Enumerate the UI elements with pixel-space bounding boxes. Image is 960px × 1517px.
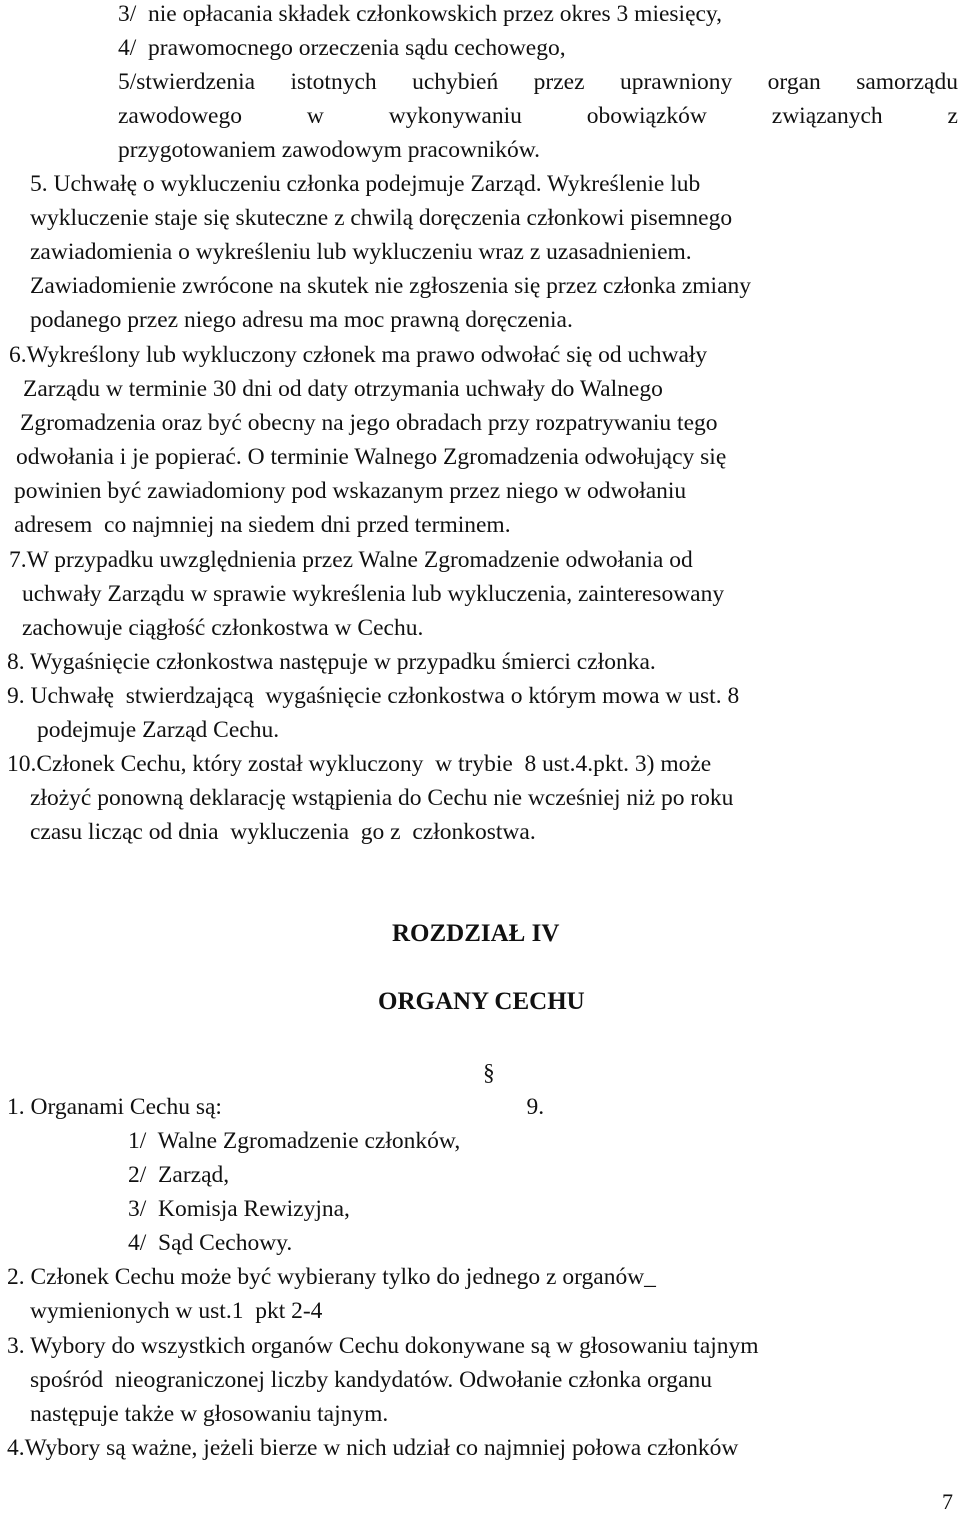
- text-line: 1. Organami Cechu są:: [7, 1094, 222, 1120]
- list-item: 3/ Komisja Rewizyjna,: [128, 1196, 350, 1222]
- section-sign-icon: §: [483, 1060, 495, 1086]
- text-line: powinien być zawiadomiony pod wskazanym przez niego w odwołaniu: [14, 478, 687, 504]
- text-line: 6.Wykreślony lub wykluczony członek ma prawo odwołać się od uchwały: [9, 342, 708, 368]
- text-line: odwołania i je popierać. O terminie Walnego Zgromadzenia odwołujący się: [16, 444, 727, 470]
- chapter-title: ORGANY CECHU: [378, 988, 585, 1015]
- text-line: czasu licząc od dnia wykluczenia go z członkostwa.: [30, 819, 536, 845]
- text-line: 5/stwierdzenia istotnych uchybień przez uprawniony organ samorządu: [118, 69, 958, 95]
- section-number: § 9.: [483, 1056, 544, 1090]
- text-line: zachowuje ciągłość członkostwa w Cechu.: [22, 615, 424, 641]
- text-line: podejmuje Zarząd Cechu.: [37, 717, 280, 743]
- text-line: 2. Członek Cechu może być wybierany tylko do jednego z organów_: [7, 1264, 656, 1290]
- text-line: 5. Uchwałę o wykluczeniu członka podejmuje Zarząd. Wykreślenie lub: [30, 171, 701, 197]
- text-line: zawodowego w wykonywaniu obowiązków związanych z: [118, 103, 958, 129]
- text-line: złożyć ponowną deklarację wstąpienia do Cechu nie wcześniej niż po roku: [30, 785, 734, 811]
- text-line: 8. Wygaśnięcie członkostwa następuje w przypadku śmierci członka.: [7, 649, 656, 675]
- text-line: 3. Wybory do wszystkich organów Cechu dokonywane są w głosowaniu tajnym: [7, 1333, 759, 1359]
- text-line: 3/ nie opłacania składek członkowskich przez okres 3 miesięcy,: [118, 1, 723, 27]
- text-line: przygotowaniem zawodowym pracowników.: [118, 137, 541, 163]
- chapter-heading: ROZDZIAŁ IV: [392, 920, 560, 947]
- text-line: 7.W przypadku uwzględnienia przez Walne Zgromadzenie odwołania od: [9, 547, 693, 573]
- text-line: 9. Uchwałę stwierdzającą wygaśnięcie członkostwa o którym mowa w ust. 8: [7, 683, 740, 709]
- list-item: 1/ Walne Zgromadzenie członków,: [128, 1128, 461, 1154]
- text-line: Zawiadomienie zwrócone na skutek nie zgłoszenia się przez członka zmiany: [30, 273, 752, 299]
- list-item: 4/ Sąd Cechowy.: [128, 1230, 293, 1256]
- text-line: podanego przez niego adresu ma moc prawną doręczenia.: [30, 307, 573, 333]
- text-line: uchwały Zarządu w sprawie wykreślenia lub wykluczenia, zainteresowany: [22, 581, 725, 607]
- text-line: 10.Członek Cechu, który został wykluczony w trybie 8 ust.4.pkt. 3) może: [7, 751, 712, 777]
- text-line: spośród nieograniczonej liczby kandydatów. Odwołanie członka organu: [30, 1367, 712, 1393]
- text-line: adresem co najmniej na siedem dni przed terminem.: [14, 512, 511, 538]
- text-line: wykluczenie staje się skuteczne z chwilą doręczenia członkowi pisemnego: [30, 205, 733, 231]
- text-line: następuje także w głosowaniu tajnym.: [30, 1401, 389, 1427]
- page-number: 7: [942, 1489, 953, 1514]
- text-line: 4.Wybory są ważne, jeżeli bierze w nich udział co najmniej połowa członków: [7, 1435, 739, 1461]
- text-line: 4/ prawomocnego orzeczenia sądu cechowego,: [118, 35, 566, 61]
- text-line: wymienionych w ust.1 pkt 2-4: [30, 1298, 323, 1324]
- text-line: zawiadomienia o wykreśleniu lub wykluczeniu wraz z uzasadnieniem.: [30, 239, 692, 265]
- list-item: 2/ Zarząd,: [128, 1162, 230, 1188]
- text-line: Zarządu w terminie 30 dni od daty otrzymania uchwały do Walnego: [23, 376, 663, 402]
- text-line: Zgromadzenia oraz być obecny na jego obradach przy rozpatrywaniu tego: [20, 410, 718, 436]
